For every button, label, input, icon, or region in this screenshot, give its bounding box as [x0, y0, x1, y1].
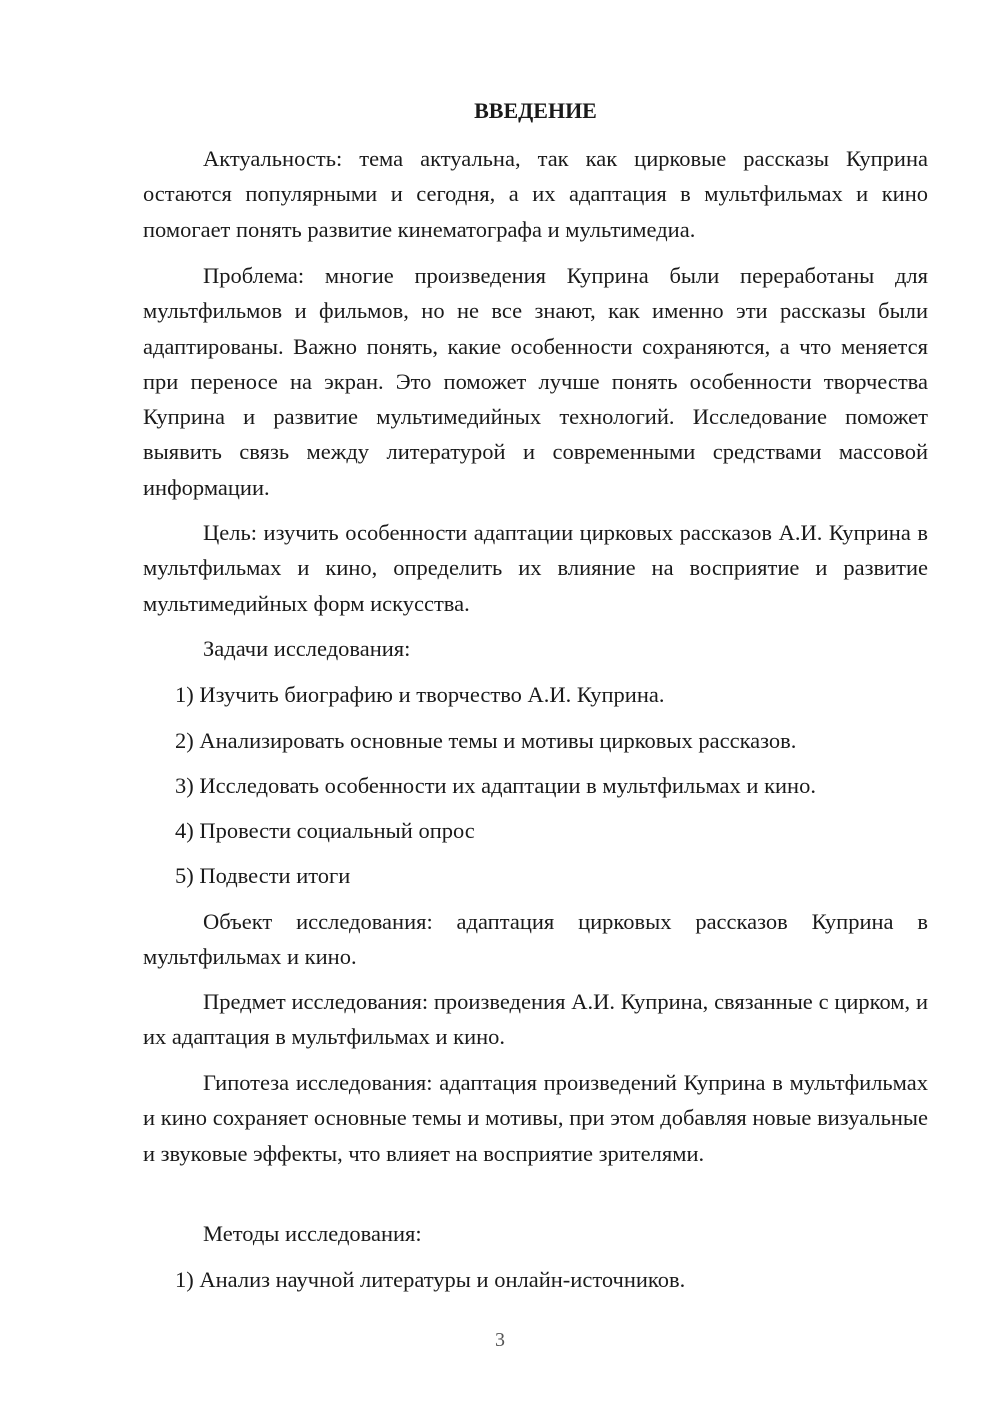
- problem-paragraph: Проблема: многие произведения Куприна были переработаны для мультфильмов и фильмов, но не все знают, как именно эти рассказы были адаптированы. Важно понять, какие особенности сохраняются, а что меняется при переносе на экран. Это поможет лучше понять особенности творчества Куприна и развитие мультимедийных технологий. Исследование поможет выявить связь между литературой и современными средствами массовой информации.: [143, 263, 928, 500]
- subject-paragraph: Предмет исследования: произведения А.И. Куприна, связанные с цирком, и их адаптация в мультфильмах и кино.: [143, 989, 928, 1050]
- task-item-3: 3) Исследовать особенности их адаптации в мультфильмах и кино.: [175, 773, 816, 798]
- hypothesis-paragraph: Гипотеза исследования: адаптация произведений Куприна в мультфильмах и кино сохраняет основные темы и мотивы, при этом добавляя новые визуальные и звуковые эффекты, что влияет на восприятие зрителями.: [143, 1070, 928, 1166]
- methods-heading: Методы исследования:: [203, 1221, 422, 1246]
- task-item-4: 4) Провести социальный опрос: [175, 818, 475, 843]
- task-item-5: 5) Подвести итоги: [175, 863, 351, 888]
- tasks-heading: Задачи исследования:: [203, 636, 411, 661]
- method-item-1: 1) Анализ научной литературы и онлайн-источников.: [175, 1267, 686, 1292]
- task-item-2: 2) Анализировать основные темы и мотивы цирковых рассказов.: [175, 728, 797, 753]
- page-number: 3: [495, 1329, 505, 1351]
- goal-paragraph: Цель: изучить особенности адаптации цирковых рассказов А.И. Куприна в мультфильмах и кино, определить их влияние на восприятие и развитие мультимедийных форм искусства.: [143, 520, 928, 616]
- object-paragraph: Объект исследования: адаптация цирковых рассказов Куприна в мультфильмах и кино.: [143, 909, 928, 970]
- relevance-paragraph: Актуальность: тема актуальна, так как цирковые рассказы Куприна остаются популярными и сегодня, а их адаптация в мультфильмах и кино помогает понять развитие кинематографа и мультимедиа.: [143, 146, 928, 242]
- page-title: ВВЕДЕНИЕ: [474, 98, 597, 123]
- task-item-1: 1) Изучить биографию и творчество А.И. Куприна.: [175, 682, 665, 707]
